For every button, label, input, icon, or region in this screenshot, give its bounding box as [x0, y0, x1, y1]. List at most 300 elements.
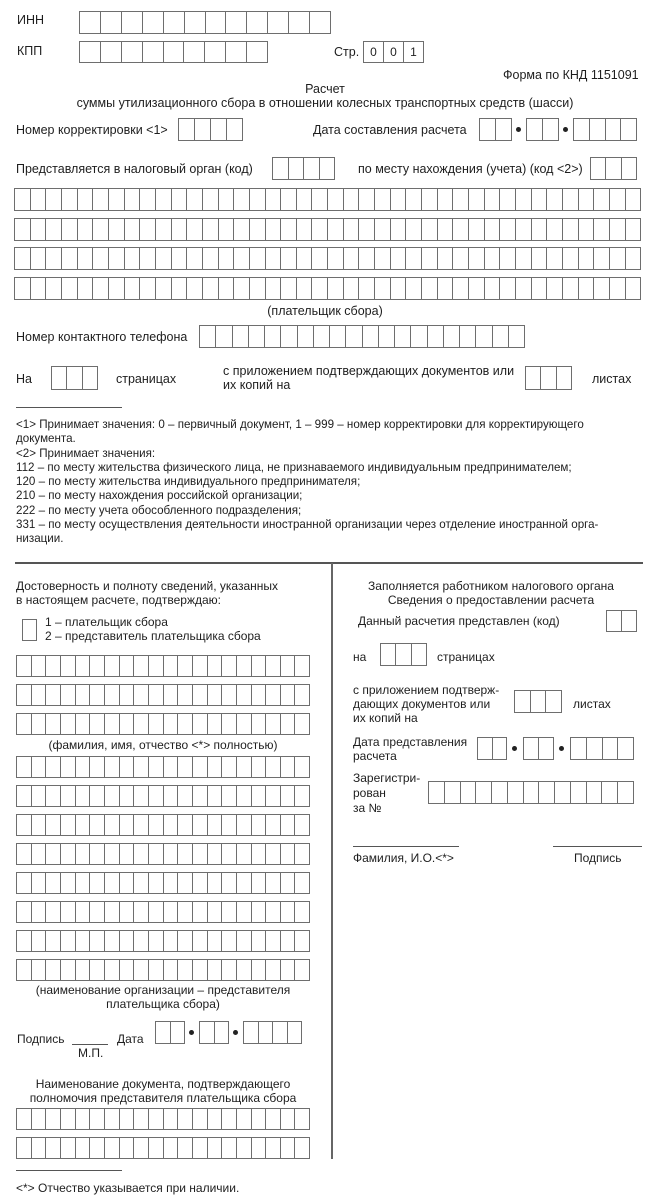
- char-cell[interactable]: [177, 931, 192, 951]
- char-cell[interactable]: [468, 219, 484, 240]
- org-name-row[interactable]: [16, 814, 310, 836]
- char-cell[interactable]: [31, 902, 46, 922]
- char-cell[interactable]: [133, 931, 148, 951]
- char-cell[interactable]: [225, 12, 246, 33]
- char-cell[interactable]: [452, 219, 468, 240]
- char-cell[interactable]: [233, 278, 249, 299]
- org-name-row[interactable]: [16, 872, 310, 894]
- char-cell[interactable]: [280, 931, 295, 951]
- char-cell[interactable]: [311, 219, 327, 240]
- char-cell[interactable]: [80, 12, 100, 33]
- char-cell[interactable]: [214, 1022, 229, 1043]
- org-name-row[interactable]: [16, 843, 310, 865]
- char-cell[interactable]: [280, 815, 295, 835]
- char-cell[interactable]: [89, 656, 104, 676]
- char-cell[interactable]: [207, 873, 222, 893]
- char-cell[interactable]: [163, 1109, 178, 1129]
- char-cell[interactable]: [207, 960, 222, 980]
- char-cell[interactable]: [75, 714, 90, 734]
- char-cell[interactable]: [437, 278, 453, 299]
- char-cell[interactable]: [75, 873, 90, 893]
- char-cell[interactable]: [45, 278, 61, 299]
- char-cell[interactable]: [265, 278, 281, 299]
- org-name-row[interactable]: [16, 959, 310, 981]
- char-cell[interactable]: [546, 248, 562, 269]
- char-cell[interactable]: [358, 278, 374, 299]
- char-cell[interactable]: [186, 189, 202, 210]
- char-cell[interactable]: [148, 873, 163, 893]
- char-cell[interactable]: [17, 931, 31, 951]
- char-cell[interactable]: [405, 278, 421, 299]
- char-cell[interactable]: [468, 189, 484, 210]
- char-cell[interactable]: [119, 1109, 134, 1129]
- char-cell[interactable]: [207, 1138, 222, 1158]
- char-cell[interactable]: [311, 278, 327, 299]
- char-cell[interactable]: [61, 219, 77, 240]
- char-cell[interactable]: [452, 248, 468, 269]
- char-cell[interactable]: [265, 219, 281, 240]
- char-cell[interactable]: [192, 757, 207, 777]
- char-cell[interactable]: [119, 815, 134, 835]
- char-cell[interactable]: [236, 902, 251, 922]
- char-cell[interactable]: [17, 1109, 31, 1129]
- char-cell[interactable]: [248, 326, 264, 347]
- char-cell[interactable]: [207, 685, 222, 705]
- char-cell[interactable]: [45, 902, 60, 922]
- char-cell[interactable]: [80, 42, 100, 62]
- char-cell[interactable]: [133, 844, 148, 864]
- char-cell[interactable]: [124, 189, 140, 210]
- char-cell[interactable]: [89, 931, 104, 951]
- char-cell[interactable]: [251, 931, 266, 951]
- char-cell[interactable]: [31, 844, 46, 864]
- char-cell[interactable]: [280, 1138, 295, 1158]
- char-cell[interactable]: [108, 248, 124, 269]
- org-name-row[interactable]: [16, 930, 310, 952]
- char-cell[interactable]: [60, 714, 75, 734]
- char-cell[interactable]: [192, 1138, 207, 1158]
- char-cell[interactable]: [207, 1109, 222, 1129]
- payer-name-row[interactable]: [14, 277, 641, 300]
- official-signature-line[interactable]: [553, 846, 642, 847]
- char-cell[interactable]: [177, 902, 192, 922]
- char-cell[interactable]: [280, 278, 296, 299]
- char-cell[interactable]: [460, 782, 476, 803]
- page-number-field[interactable]: [363, 41, 424, 63]
- char-cell[interactable]: [142, 12, 163, 33]
- char-cell[interactable]: [179, 119, 194, 140]
- signer-type-field[interactable]: [22, 619, 37, 641]
- char-cell[interactable]: [508, 326, 524, 347]
- char-cell[interactable]: [236, 1138, 251, 1158]
- char-cell[interactable]: [294, 1109, 309, 1129]
- char-cell[interactable]: [288, 158, 304, 179]
- char-cell[interactable]: [45, 189, 61, 210]
- org-name-row[interactable]: [16, 785, 310, 807]
- char-cell[interactable]: [192, 714, 207, 734]
- char-cell[interactable]: [249, 189, 265, 210]
- char-cell[interactable]: [492, 738, 507, 759]
- char-cell[interactable]: [202, 219, 218, 240]
- official-name-line[interactable]: [353, 846, 459, 847]
- char-cell[interactable]: [265, 1109, 280, 1129]
- char-cell[interactable]: [294, 931, 309, 951]
- char-cell[interactable]: [523, 782, 539, 803]
- char-cell[interactable]: [280, 219, 296, 240]
- char-cell[interactable]: [251, 656, 266, 676]
- char-cell[interactable]: [202, 278, 218, 299]
- char-cell[interactable]: [507, 782, 523, 803]
- char-cell[interactable]: [556, 367, 571, 389]
- char-cell[interactable]: [124, 219, 140, 240]
- char-cell[interactable]: [251, 960, 266, 980]
- char-cell[interactable]: [280, 786, 295, 806]
- char-cell[interactable]: [45, 815, 60, 835]
- char-cell[interactable]: [221, 931, 236, 951]
- char-cell[interactable]: [294, 815, 309, 835]
- char-cell[interactable]: [265, 685, 280, 705]
- char-cell[interactable]: [77, 248, 93, 269]
- char-cell[interactable]: [133, 1138, 148, 1158]
- char-cell[interactable]: [246, 12, 267, 33]
- char-cell[interactable]: [258, 1022, 273, 1043]
- char-cell[interactable]: [499, 189, 515, 210]
- char-cell[interactable]: [75, 757, 90, 777]
- char-cell[interactable]: [66, 367, 81, 389]
- char-cell[interactable]: [177, 1109, 192, 1129]
- char-cell[interactable]: [251, 1109, 266, 1129]
- char-cell[interactable]: [177, 656, 192, 676]
- char-cell[interactable]: [280, 873, 295, 893]
- char-cell[interactable]: [236, 1109, 251, 1129]
- char-cell[interactable]: [221, 714, 236, 734]
- char-cell[interactable]: [478, 738, 492, 759]
- char-cell[interactable]: [542, 119, 558, 140]
- char-cell[interactable]: [163, 656, 178, 676]
- pages-count-field[interactable]: [51, 366, 98, 390]
- char-cell[interactable]: [343, 189, 359, 210]
- kpp-field[interactable]: [79, 41, 268, 63]
- char-cell[interactable]: [232, 326, 248, 347]
- char-cell[interactable]: [294, 844, 309, 864]
- char-cell[interactable]: [17, 656, 31, 676]
- char-cell[interactable]: [562, 248, 578, 269]
- char-cell[interactable]: [251, 873, 266, 893]
- char-cell[interactable]: [52, 367, 66, 389]
- char-cell[interactable]: [108, 278, 124, 299]
- char-cell[interactable]: [251, 786, 266, 806]
- char-cell[interactable]: [294, 757, 309, 777]
- char-cell[interactable]: [60, 844, 75, 864]
- char-cell[interactable]: [246, 42, 267, 62]
- char-cell[interactable]: [75, 960, 90, 980]
- char-cell[interactable]: [139, 189, 155, 210]
- char-cell[interactable]: [499, 278, 515, 299]
- char-cell[interactable]: [31, 960, 46, 980]
- char-cell[interactable]: [104, 656, 119, 676]
- char-cell[interactable]: [148, 815, 163, 835]
- char-cell[interactable]: [327, 189, 343, 210]
- char-cell[interactable]: [192, 815, 207, 835]
- char-cell[interactable]: [163, 685, 178, 705]
- char-cell[interactable]: [61, 278, 77, 299]
- phone-field[interactable]: [199, 325, 525, 348]
- char-cell[interactable]: [75, 656, 90, 676]
- date-month-field[interactable]: [526, 118, 559, 141]
- char-cell[interactable]: [405, 248, 421, 269]
- inn-field[interactable]: [79, 11, 331, 34]
- char-cell[interactable]: [492, 326, 508, 347]
- office-attach-field[interactable]: [514, 690, 562, 713]
- char-cell[interactable]: [104, 815, 119, 835]
- char-cell[interactable]: [192, 873, 207, 893]
- char-cell[interactable]: [200, 326, 215, 347]
- char-cell[interactable]: [540, 367, 555, 389]
- office-date-year-field[interactable]: [570, 737, 634, 760]
- char-cell[interactable]: [45, 248, 61, 269]
- char-cell[interactable]: [297, 326, 313, 347]
- char-cell[interactable]: [345, 326, 361, 347]
- char-cell[interactable]: [119, 844, 134, 864]
- char-cell[interactable]: [45, 219, 61, 240]
- char-cell[interactable]: [89, 685, 104, 705]
- char-cell[interactable]: [411, 644, 426, 665]
- char-cell[interactable]: [327, 248, 343, 269]
- char-cell[interactable]: [236, 786, 251, 806]
- char-cell[interactable]: [221, 1109, 236, 1129]
- char-cell[interactable]: [251, 714, 266, 734]
- char-cell[interactable]: [119, 931, 134, 951]
- char-cell[interactable]: [207, 714, 222, 734]
- char-cell[interactable]: [89, 873, 104, 893]
- char-cell[interactable]: [484, 189, 500, 210]
- fio-row[interactable]: [16, 713, 310, 735]
- char-cell[interactable]: [202, 248, 218, 269]
- char-cell[interactable]: [421, 248, 437, 269]
- char-cell[interactable]: [221, 844, 236, 864]
- tax-office-code-field[interactable]: [272, 157, 335, 180]
- char-cell[interactable]: [296, 248, 312, 269]
- char-cell[interactable]: [221, 902, 236, 922]
- char-cell[interactable]: [374, 278, 390, 299]
- char-cell[interactable]: [288, 12, 309, 33]
- payer-name-row[interactable]: [14, 218, 641, 241]
- char-cell[interactable]: [605, 158, 620, 179]
- char-cell[interactable]: [89, 902, 104, 922]
- char-cell[interactable]: [163, 786, 178, 806]
- char-cell[interactable]: [215, 326, 231, 347]
- char-cell[interactable]: [264, 326, 280, 347]
- char-cell[interactable]: [60, 1138, 75, 1158]
- char-cell[interactable]: [45, 873, 60, 893]
- char-cell[interactable]: [221, 757, 236, 777]
- char-cell[interactable]: [77, 219, 93, 240]
- char-cell[interactable]: [60, 757, 75, 777]
- char-cell[interactable]: [233, 219, 249, 240]
- char-cell[interactable]: [17, 786, 31, 806]
- char-cell[interactable]: [475, 782, 491, 803]
- char-cell[interactable]: [452, 278, 468, 299]
- char-cell[interactable]: [184, 12, 205, 33]
- char-cell[interactable]: [92, 278, 108, 299]
- char-cell[interactable]: [265, 786, 280, 806]
- char-cell[interactable]: [148, 714, 163, 734]
- char-cell[interactable]: [421, 278, 437, 299]
- char-cell[interactable]: [133, 815, 148, 835]
- char-cell[interactable]: [437, 219, 453, 240]
- char-cell[interactable]: [437, 248, 453, 269]
- char-cell[interactable]: [75, 1138, 90, 1158]
- char-cell[interactable]: [421, 219, 437, 240]
- char-cell[interactable]: [280, 685, 295, 705]
- char-cell[interactable]: [207, 786, 222, 806]
- char-cell[interactable]: [75, 685, 90, 705]
- char-cell[interactable]: [31, 656, 46, 676]
- char-cell[interactable]: [75, 931, 90, 951]
- char-cell[interactable]: [89, 1138, 104, 1158]
- char-cell[interactable]: [562, 219, 578, 240]
- char-cell[interactable]: [45, 685, 60, 705]
- char-cell[interactable]: [444, 782, 460, 803]
- char-cell[interactable]: [133, 757, 148, 777]
- char-cell[interactable]: [60, 656, 75, 676]
- char-cell[interactable]: [210, 119, 226, 140]
- char-cell[interactable]: [45, 714, 60, 734]
- char-cell[interactable]: [251, 685, 266, 705]
- char-cell[interactable]: [609, 248, 625, 269]
- char-cell[interactable]: [589, 119, 605, 140]
- char-cell[interactable]: [601, 782, 617, 803]
- char-cell[interactable]: [31, 931, 46, 951]
- char-cell[interactable]: [186, 248, 202, 269]
- char-cell[interactable]: [60, 1109, 75, 1129]
- char-cell[interactable]: [133, 902, 148, 922]
- char-cell[interactable]: [108, 219, 124, 240]
- char-cell[interactable]: [163, 714, 178, 734]
- char-cell[interactable]: [133, 1109, 148, 1129]
- char-cell[interactable]: [303, 158, 319, 179]
- char-cell[interactable]: [218, 189, 234, 210]
- char-cell[interactable]: [171, 278, 187, 299]
- char-cell[interactable]: [133, 685, 148, 705]
- char-cell[interactable]: [45, 1109, 60, 1129]
- char-cell[interactable]: [183, 42, 204, 62]
- char-cell[interactable]: [45, 786, 60, 806]
- char-cell[interactable]: [395, 644, 410, 665]
- char-cell[interactable]: [249, 219, 265, 240]
- char-cell[interactable]: [119, 757, 134, 777]
- char-cell[interactable]: [429, 782, 444, 803]
- char-cell[interactable]: [329, 326, 345, 347]
- char-cell[interactable]: [124, 248, 140, 269]
- char-cell[interactable]: [177, 757, 192, 777]
- fio-row[interactable]: [16, 655, 310, 677]
- char-cell[interactable]: [89, 815, 104, 835]
- char-cell[interactable]: [31, 873, 46, 893]
- char-cell[interactable]: [31, 1138, 46, 1158]
- char-cell[interactable]: [294, 685, 309, 705]
- char-cell[interactable]: [617, 782, 633, 803]
- char-cell[interactable]: [30, 248, 46, 269]
- char-cell[interactable]: [17, 757, 31, 777]
- char-cell[interactable]: [148, 844, 163, 864]
- char-cell[interactable]: [236, 656, 251, 676]
- char-cell[interactable]: [60, 786, 75, 806]
- char-cell[interactable]: [484, 278, 500, 299]
- char-cell[interactable]: [491, 782, 507, 803]
- char-cell[interactable]: [280, 844, 295, 864]
- char-cell[interactable]: [311, 248, 327, 269]
- char-cell[interactable]: [75, 844, 90, 864]
- char-cell[interactable]: [89, 960, 104, 980]
- char-cell[interactable]: [405, 219, 421, 240]
- char-cell[interactable]: [427, 326, 443, 347]
- char-cell[interactable]: [452, 189, 468, 210]
- char-cell[interactable]: [236, 685, 251, 705]
- char-cell[interactable]: [104, 902, 119, 922]
- char-cell[interactable]: [265, 815, 280, 835]
- char-cell[interactable]: [362, 326, 378, 347]
- char-cell[interactable]: [108, 189, 124, 210]
- char-cell[interactable]: [265, 902, 280, 922]
- char-cell[interactable]: [578, 248, 594, 269]
- char-cell[interactable]: [119, 1138, 134, 1158]
- submitted-code-field[interactable]: [606, 610, 637, 632]
- char-cell[interactable]: [89, 1109, 104, 1129]
- char-cell[interactable]: [60, 685, 75, 705]
- char-cell[interactable]: [294, 714, 309, 734]
- char-cell[interactable]: [621, 611, 636, 631]
- char-cell[interactable]: [296, 219, 312, 240]
- char-cell[interactable]: [515, 189, 531, 210]
- char-cell[interactable]: [155, 219, 171, 240]
- char-cell[interactable]: [17, 1138, 31, 1158]
- char-cell[interactable]: [121, 42, 142, 62]
- char-cell[interactable]: [236, 931, 251, 951]
- char-cell[interactable]: [75, 902, 90, 922]
- char-cell[interactable]: [405, 189, 421, 210]
- char-cell[interactable]: [294, 902, 309, 922]
- char-cell[interactable]: [236, 757, 251, 777]
- char-cell[interactable]: [148, 786, 163, 806]
- char-cell[interactable]: [119, 960, 134, 980]
- char-cell[interactable]: [593, 189, 609, 210]
- char-cell[interactable]: [484, 219, 500, 240]
- char-cell[interactable]: [61, 248, 77, 269]
- char-cell[interactable]: [89, 844, 104, 864]
- char-cell[interactable]: [578, 189, 594, 210]
- char-cell[interactable]: [45, 844, 60, 864]
- char-cell[interactable]: [221, 960, 236, 980]
- char-cell[interactable]: [104, 757, 119, 777]
- char-cell[interactable]: [192, 960, 207, 980]
- char-cell[interactable]: [207, 815, 222, 835]
- char-cell[interactable]: [82, 367, 97, 389]
- char-cell[interactable]: [562, 278, 578, 299]
- char-cell[interactable]: [148, 685, 163, 705]
- char-cell[interactable]: [177, 1138, 192, 1158]
- char-cell[interactable]: [515, 248, 531, 269]
- authority-doc-row[interactable]: [16, 1137, 310, 1159]
- char-cell[interactable]: [45, 656, 60, 676]
- char-cell[interactable]: [546, 189, 562, 210]
- char-cell[interactable]: [104, 1109, 119, 1129]
- char-cell[interactable]: [100, 42, 121, 62]
- char-cell[interactable]: [605, 119, 621, 140]
- char-cell[interactable]: [221, 786, 236, 806]
- char-cell[interactable]: [77, 278, 93, 299]
- char-cell[interactable]: [390, 278, 406, 299]
